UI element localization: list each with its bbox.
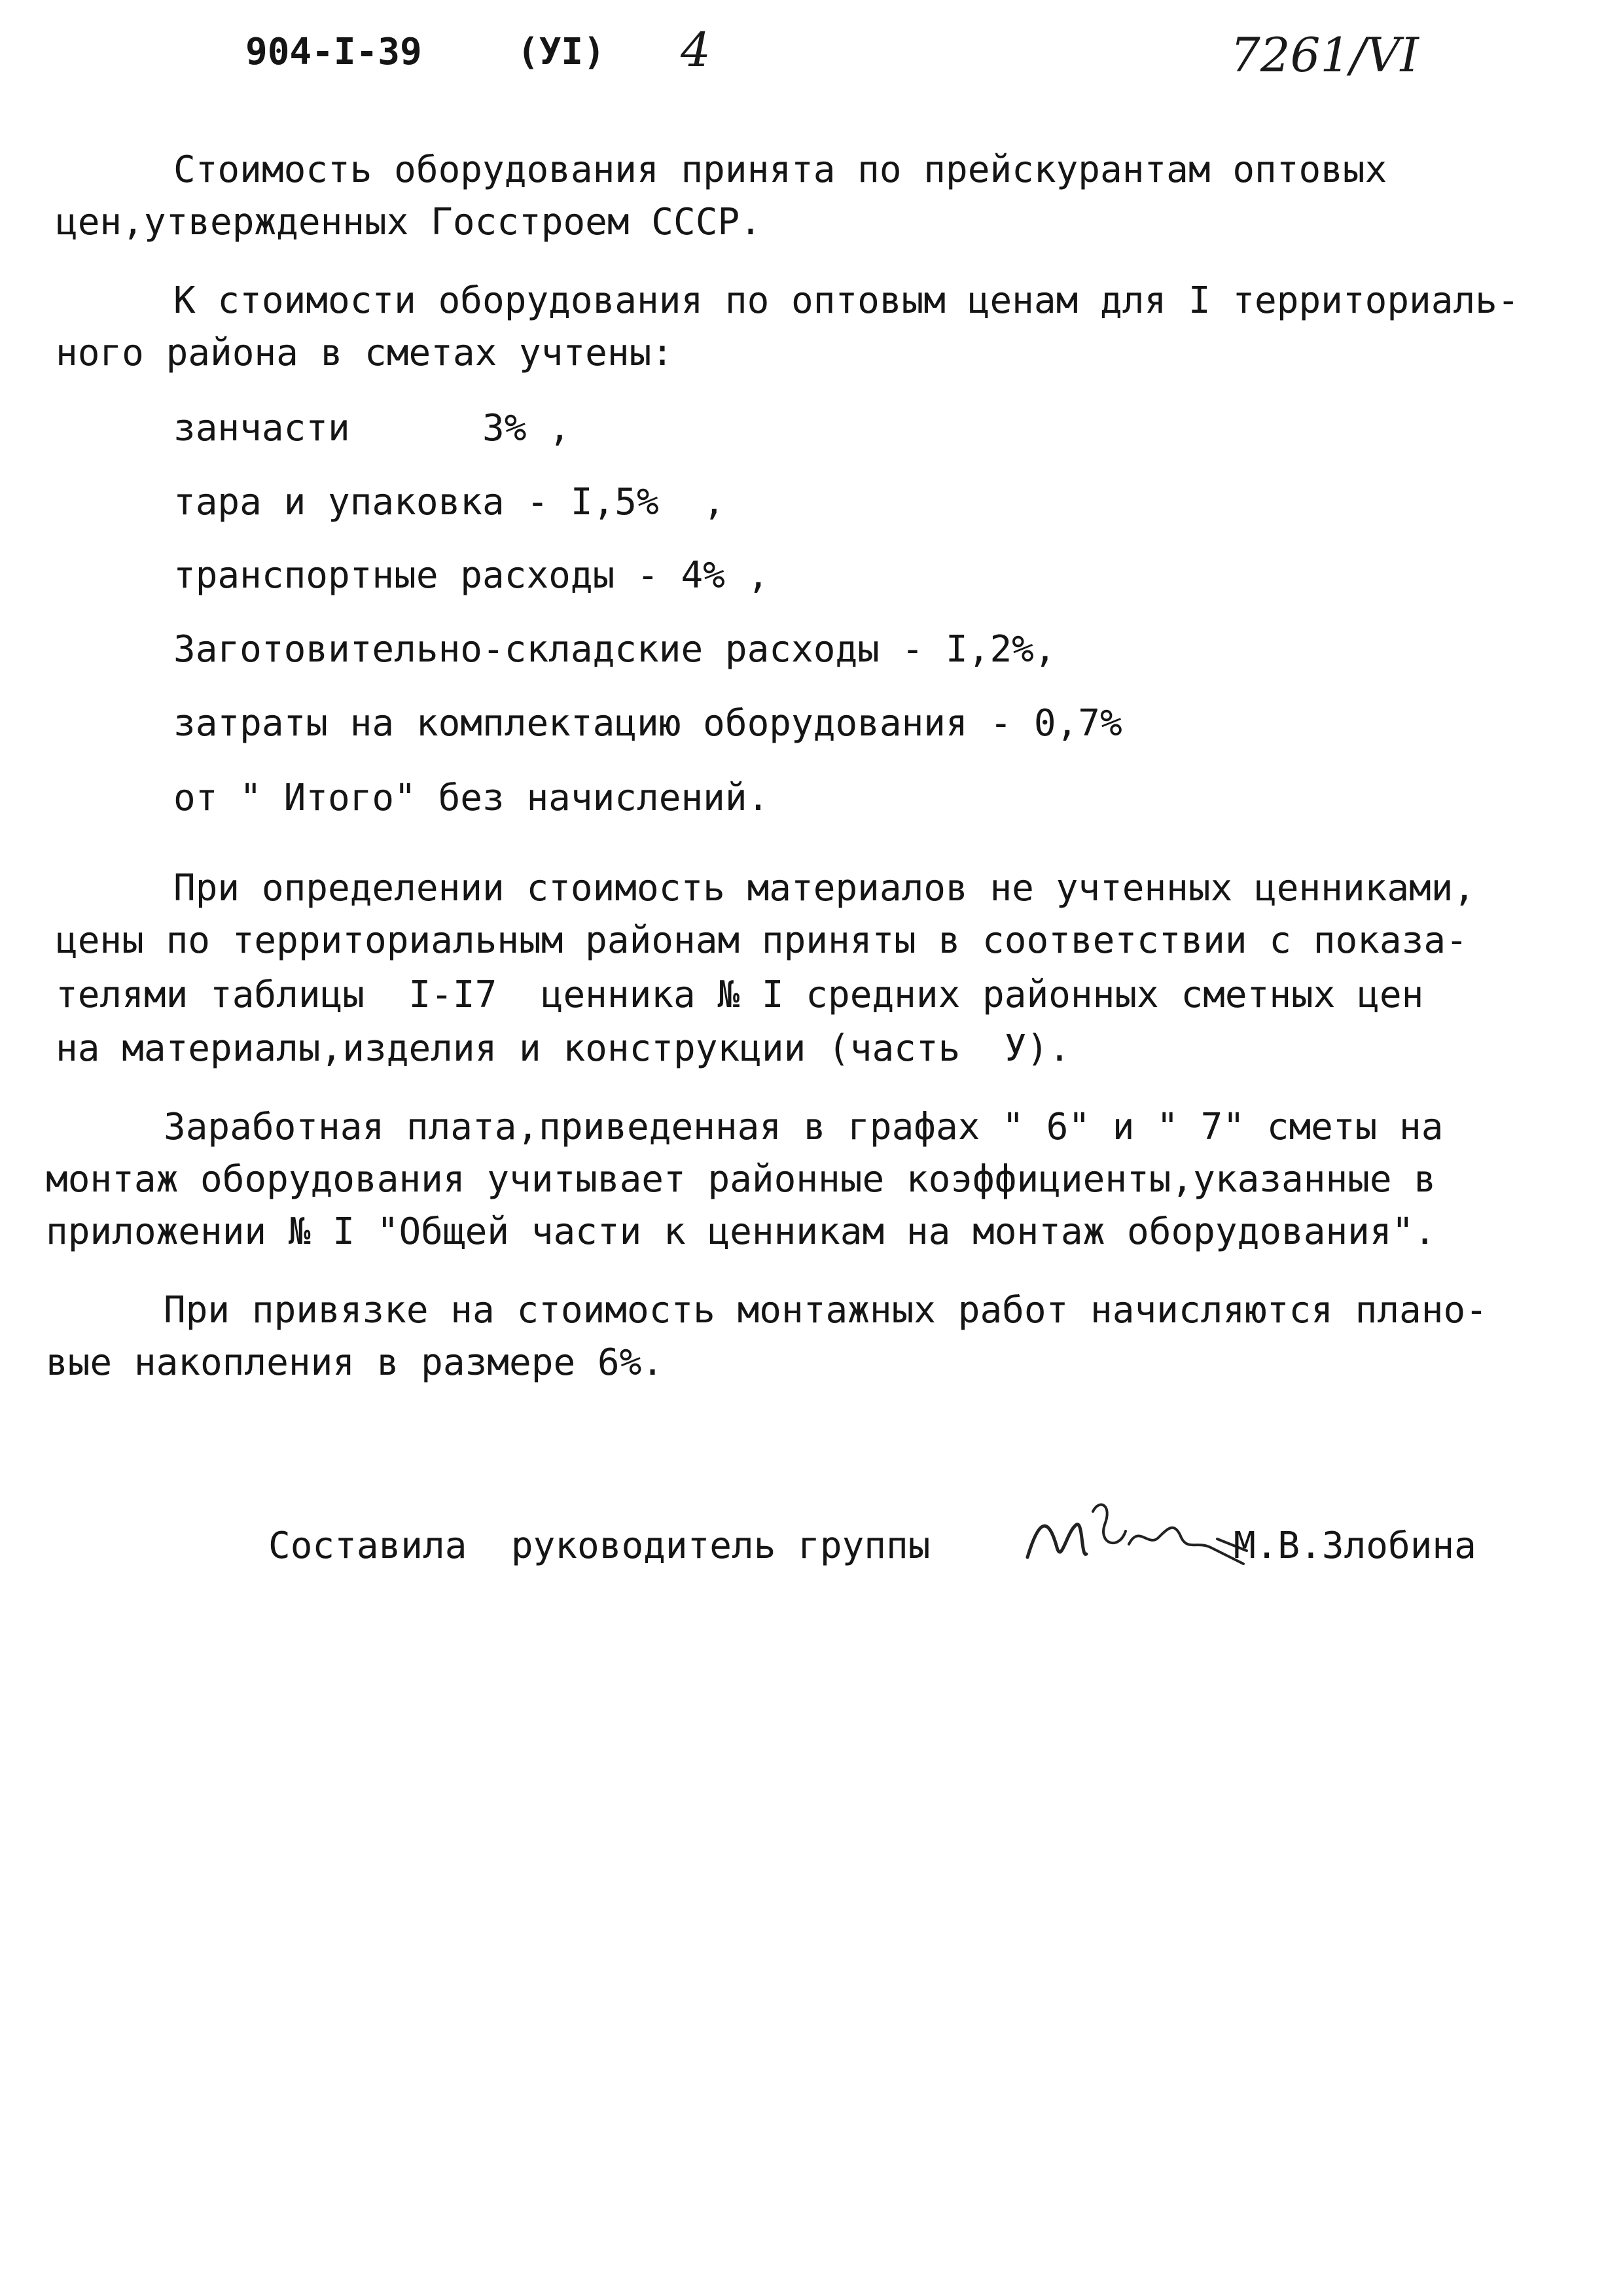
paragraph-2-line-2: ного района в сметах учтены:: [56, 332, 674, 374]
handwritten-page-number: 4: [681, 22, 711, 77]
paragraph-4-line-2: монтаж оборудования учитывает районные коэффициенты,указанные в: [46, 1158, 1436, 1201]
paragraph-3-line-1: При определении стоимость материалов не учтенных ценниками,: [173, 867, 1476, 910]
paragraph-3-line-4: на материалы,изделия и конструкции (часть У).: [56, 1027, 1071, 1070]
paragraph-3-line-3: телями таблицы I-I7 ценника № I средних районных сметных цен: [56, 974, 1424, 1016]
signatory-name: М.В.Злобина: [1234, 1525, 1476, 1567]
document-code: 904-I-39: [245, 31, 422, 73]
paragraph-5-line-1: При привязке на стоимость монтажных работ начисляются плано-: [164, 1289, 1488, 1332]
paragraph-4-line-1: Заработная плата,приведенная в графах " 6" и " 7" сметы на: [164, 1106, 1444, 1148]
list-item: от " Итого" без начислений.: [173, 777, 770, 819]
paragraph-3-line-2: цены по территориальным районам приняты в соответствии с показа-: [56, 919, 1468, 962]
list-item: затраты на комплектацию оборудования - 0,7%: [173, 702, 1122, 745]
handwritten-signature: [1021, 1485, 1257, 1583]
list-item: занчасти 3% ,: [173, 407, 571, 450]
paragraph-2-line-1: К стоимости оборудования по оптовым ценам для I территориаль-: [173, 279, 1520, 322]
list-item: транспортные расходы - 4% ,: [173, 554, 770, 597]
paragraph-5-line-2: вые накопления в размере 6%.: [46, 1341, 664, 1384]
list-item: тара и упаковка - I,5% ,: [173, 481, 725, 523]
prepared-by-label: Составила руководитель группы: [268, 1525, 931, 1567]
list-item: Заготовительно-складские расходы - I,2%,: [173, 628, 1056, 671]
paragraph-1-line-1: Стоимость оборудования принята по прейскурантам оптовых: [173, 149, 1387, 191]
handwritten-archive-number: 7261/VI: [1230, 27, 1419, 82]
section-code: (УI): [517, 31, 605, 73]
paragraph-4-line-3: приложении № I "Общей части к ценникам на монтаж оборудования".: [46, 1210, 1436, 1253]
paragraph-1-line-2: цен,утвержденных Госстроем СССР.: [56, 201, 762, 243]
